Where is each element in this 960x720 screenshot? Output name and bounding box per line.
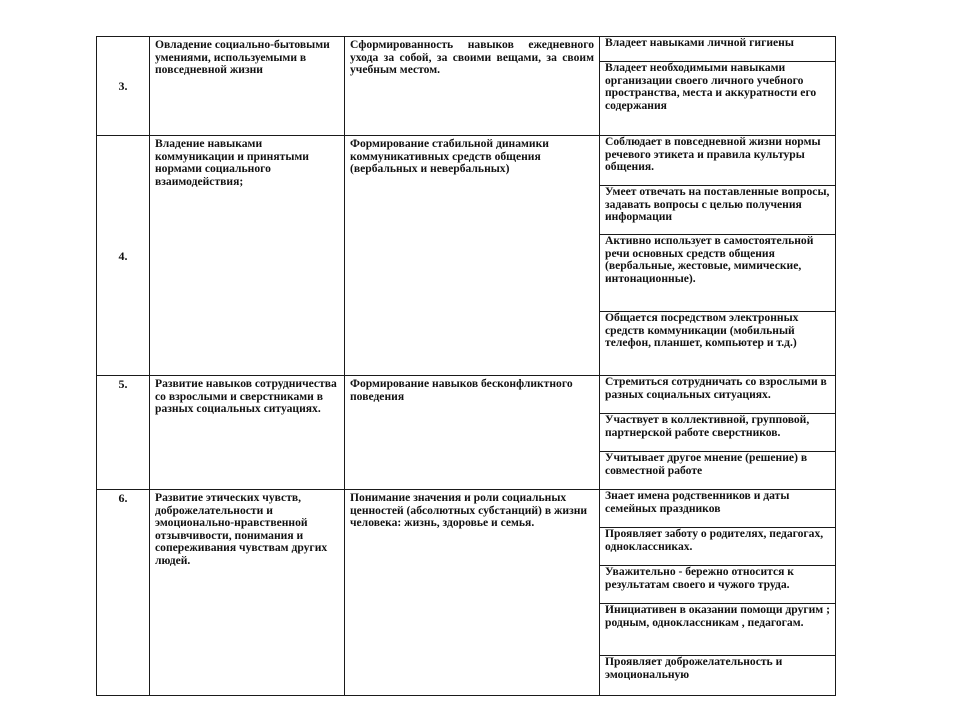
indicator-cell: Проявляет доброжелательность и эмоциональную: [600, 656, 836, 696]
results-table: [96, 36, 836, 696]
indicator-cell: Активно использует в самостоятельной речи основных средств общения (вербальные, жестовые, мимические, интонационные).: [600, 235, 836, 312]
indicator-cell: Участвует в коллективной, групповой, партнерской работе сверстников.: [600, 414, 836, 452]
indicator-cell: Инициативен в оказании помощи другим ; родным, одноклассникам , педагогам.: [600, 604, 836, 656]
indicator-cell: Стремиться сотрудничать со взрослыми в разных социальных ситуациях.: [600, 376, 836, 414]
expectation-cell: Формирование навыков бесконфликтного поведения: [345, 376, 600, 490]
indicator-cell: Владеет навыками личной гигиены: [600, 37, 836, 62]
goal-cell: Владение навыками коммуникации и принятыми нормами социального взаимодействия;: [150, 136, 345, 376]
table-row: [97, 136, 836, 186]
indicator-cell: Учитывает другое мнение (решение) в совместной работе: [600, 452, 836, 490]
row-number: 5.: [97, 376, 150, 490]
indicator-cell: Общается посредством электронных средств коммуникации (мобильный телефон, планшет, компьютер и т.д.): [600, 312, 836, 376]
indicator-cell: Знает имена родственников и даты семейных праздников: [600, 490, 836, 528]
table-row: [97, 490, 836, 528]
table-row: [97, 376, 836, 414]
goal-cell: Развитие навыков сотрудничества со взрослыми и сверстниками в разных социальных ситуациях.: [150, 376, 345, 490]
row-number: 4.: [97, 136, 150, 376]
indicator-cell: Умеет отвечать на поставленные вопросы, задавать вопросы с целью получения информации: [600, 186, 836, 235]
row-number: 3.: [97, 37, 150, 136]
expectation-cell: Формирование стабильной динамики коммуникативных средств общения (вербальных и невербальных): [345, 136, 600, 376]
expectation-cell: Сформированность навыков ежедневного ухода за собой, за своими вещами, за своим учебным местом.: [345, 37, 600, 136]
row-number: 6.: [97, 490, 150, 696]
expectation-cell: Понимание значения и роли социальных ценностей (абсолютных субстанций) в жизни человека: жизнь, здоровье и семья.: [345, 490, 600, 696]
indicator-cell: Проявляет заботу о родителях, педагогах, одноклассниках.: [600, 528, 836, 566]
indicator-cell: Соблюдает в повседневной жизни нормы речевого этикета и правила культуры общения.: [600, 136, 836, 186]
goal-cell: Овладение социально-бытовыми умениями, используемыми в повседневной жизни: [150, 37, 345, 136]
indicator-cell: Владеет необходимыми навыками организации своего личного учебного пространства, места и аккуратности его содержания: [600, 62, 836, 136]
indicator-cell: Уважительно - бережно относится к результатам своего и чужого труда.: [600, 566, 836, 604]
goal-cell: Развитие этических чувств, доброжелательности и эмоционально-нравственной отзывчивости, понимания и сопереживания чувствам других людей.: [150, 490, 345, 696]
table-row: [97, 37, 836, 62]
